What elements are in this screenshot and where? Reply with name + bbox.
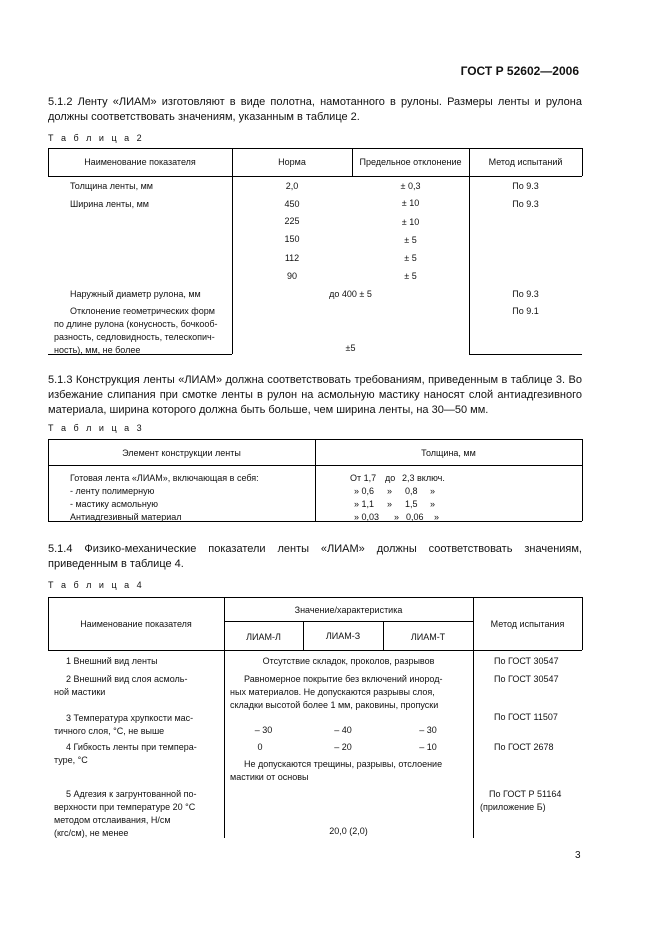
table-3-header-thickness: Толщина, мм <box>421 448 476 458</box>
table-2-cell: 90 <box>286 271 297 281</box>
table-4-cell: По ГОСТ 30547 <box>494 656 559 666</box>
table-3-cell: » <box>387 499 393 509</box>
table-4-header-liam-t: ЛИАМ-Т <box>410 632 446 642</box>
table-4-header-name: Наименование показателя <box>80 619 192 629</box>
table-2-cell: ± 5 <box>404 235 417 245</box>
table-3-cell: » 0,03 <box>354 512 380 522</box>
table-4-cell: верхности при температуре 20 °С <box>54 802 196 812</box>
table-4-cell: – 10 <box>419 742 437 752</box>
table-2-cell: 2,0 <box>285 181 299 191</box>
table-4-cell: ных материалов. Не допускаются разрывы слоя, <box>230 687 435 697</box>
table-2-cell: ±5 <box>345 343 356 353</box>
table-3-cell: - мастику асмольную <box>70 499 159 509</box>
table-2-cell: По 9.3 <box>512 289 539 299</box>
table-4-cell: туре, °С <box>54 755 88 765</box>
table-3-right-border <box>582 439 583 521</box>
table-2-right-border <box>582 148 583 176</box>
table-3-cell: » <box>430 486 436 496</box>
table-4-cell: По ГОСТ 2678 <box>494 742 554 752</box>
table-4-cell: складки высотой более 1 мм, раковины, пропуски <box>230 700 439 710</box>
table-2-header-name: Наименование показателя <box>84 157 196 167</box>
table-2-cell: По 9.1 <box>512 306 539 316</box>
table-2-cell: Толщина ленты, мм <box>70 181 153 191</box>
table-2-cell: разность, седловидность, телескопич- <box>54 332 215 342</box>
table-4-cell: (кгс/см), не менее <box>54 828 129 838</box>
table-4-cell: Не допускаются трещины, разрывы, отслоение <box>244 759 443 769</box>
table-4-cell: – 40 <box>334 725 352 735</box>
table-2-header-norm: Норма <box>278 157 306 167</box>
table-3-cell: до <box>385 473 396 483</box>
table-4-cell: Равномерное покрытие без включений инород- <box>244 674 443 684</box>
table-2-cell: ± 5 <box>404 253 417 263</box>
table-4-header-liam-z: ЛИАМ-З <box>325 631 361 641</box>
table-2-top-border <box>48 148 582 149</box>
table-4-subheader-border <box>224 621 473 622</box>
table-3-cell: 2,3 включ. <box>402 473 445 483</box>
table-3-cell: Готовая лента «ЛИАМ», включающая в себя: <box>70 473 259 483</box>
table-4-cell: 5 Адгезия к загрунтованной по- <box>66 789 197 799</box>
table-3-cell: 0,8 <box>405 486 418 496</box>
table-2-header-border <box>48 176 582 177</box>
table-2-cell: ± 10 <box>401 217 420 227</box>
table-3-cell: От 1,7 <box>350 473 377 483</box>
paragraph-5-1-4: 5.1.4 Физико-механические показатели ленты «ЛИАМ» должны соответствовать значениям, приведенным в таблице 4. <box>48 543 582 570</box>
table-4-cell: методом отслаивания, Н/см <box>54 815 171 825</box>
table-4-header-border <box>48 650 582 651</box>
table-4-cell: По ГОСТ Р 51164 <box>489 789 562 799</box>
table-4-cell: – 20 <box>334 742 352 752</box>
table-4-cell: – 30 <box>254 725 273 735</box>
table-2-cell: ± 0,3 <box>400 181 421 191</box>
table-4-top-border <box>48 597 582 598</box>
table-4-cell: 2 Внешний вид слоя асмоль- <box>66 674 188 684</box>
table-4-cell: (приложение Б) <box>480 802 546 812</box>
table-3-cell: » <box>387 486 393 496</box>
table-2-cell: по длине рулона (конусность, бочкооб- <box>54 319 218 329</box>
table-2-cell: 112 <box>284 253 300 263</box>
paragraph-5-1-3: 5.1.3 Конструкция ленты «ЛИАМ» должна соответствовать требованиям, приведенным в таблице 3. Во избежание слипания при смотке ленты в рулон на асмольную мастику наносят слой антиадгезивного материала, ширина которого должна быть больше, чем ширина ленты, на 30—50 мм. <box>48 374 582 416</box>
table-4-cell: 4 Гибкость ленты при темпера- <box>66 742 197 752</box>
table-2-caption: Т а б л и ц а 2 <box>48 133 145 143</box>
paragraph-5-1-2: 5.1.2 Ленту «ЛИАМ» изготовляют в виде полотна, намотанного в рулоны. Размеры ленты и рулона должны соответствовать значениям, указанным в таблице 2. <box>48 96 582 123</box>
table-4-cell: 20,0 (2,0) <box>329 826 368 836</box>
table-2-cell: 150 <box>284 234 300 244</box>
table-3-header-element: Элемент конструкции ленты <box>122 448 241 458</box>
table-2-cell: Отклонение геометрических форм <box>70 306 215 316</box>
table-3-cell: » <box>434 512 440 522</box>
table-2-cell: ± 10 <box>401 198 420 208</box>
table-2-cell: ± 5 <box>404 271 417 281</box>
table-4-cell: – 30 <box>419 725 437 735</box>
table-3-cell: » 1,1 <box>354 499 375 509</box>
table-4-header-value: Значение/характеристика <box>294 605 403 615</box>
table-2-header-deviation: Предельное отклонение <box>359 157 462 167</box>
table-4-header-method: Метод испытания <box>490 619 565 629</box>
table-2-cell: ность), мм, не более <box>54 345 141 355</box>
table-4-cell: По ГОСТ 30547 <box>494 674 559 684</box>
table-4-caption: Т а б л и ц а 4 <box>48 580 145 590</box>
table-2-cell: По 9.3 <box>512 199 539 209</box>
table-3-cell: » 0,6 <box>354 486 375 496</box>
document-header: ГОСТ Р 52602—2006 <box>460 64 579 78</box>
table-2-cell: По 9.3 <box>512 181 539 191</box>
page-number: 3 <box>575 850 581 861</box>
table-4-cell: Отсутствие складок, проколов, разрывов <box>262 656 435 666</box>
table-4-cell: 3 Температура хрупкости мас- <box>66 713 194 723</box>
table-4-body-divider <box>473 650 474 838</box>
table-4-cell: 0 <box>257 742 263 752</box>
table-3-cell: » <box>430 499 436 509</box>
table-4-cell: 1 Внешний вид ленты <box>66 656 158 666</box>
table-4-right-border <box>582 597 583 650</box>
table-4-cell: По ГОСТ 11507 <box>494 712 558 722</box>
table-3-cell: 0,06 <box>406 512 424 522</box>
table-4-cell: ной мастики <box>54 687 106 697</box>
table-2-cell: Ширина ленты, мм <box>70 199 149 209</box>
table-3-cell: » <box>394 512 400 522</box>
table-2-cell: до 400 ± 5 <box>329 289 372 299</box>
table-2-header-method: Метод испытаний <box>488 157 563 167</box>
table-3-cell: Антиадгезивный материал <box>70 512 182 522</box>
table-2-cell: 450 <box>284 199 300 209</box>
table-3-cell: - ленту полимерную <box>70 486 155 496</box>
table-3-cell: 1,5 <box>405 499 418 509</box>
table-2-bottom-border <box>469 354 582 355</box>
table-2-cell: 225 <box>284 216 300 226</box>
table-4-header-liam-l: ЛИАМ-Л <box>246 632 281 642</box>
table-2-cell: Наружный диаметр рулона, мм <box>70 289 201 299</box>
table-4-cell: мастики от основы <box>230 772 309 782</box>
table-4-cell: тичного слоя, °С, не выше <box>54 726 165 736</box>
table-3-caption: Т а б л и ц а 3 <box>48 423 145 433</box>
